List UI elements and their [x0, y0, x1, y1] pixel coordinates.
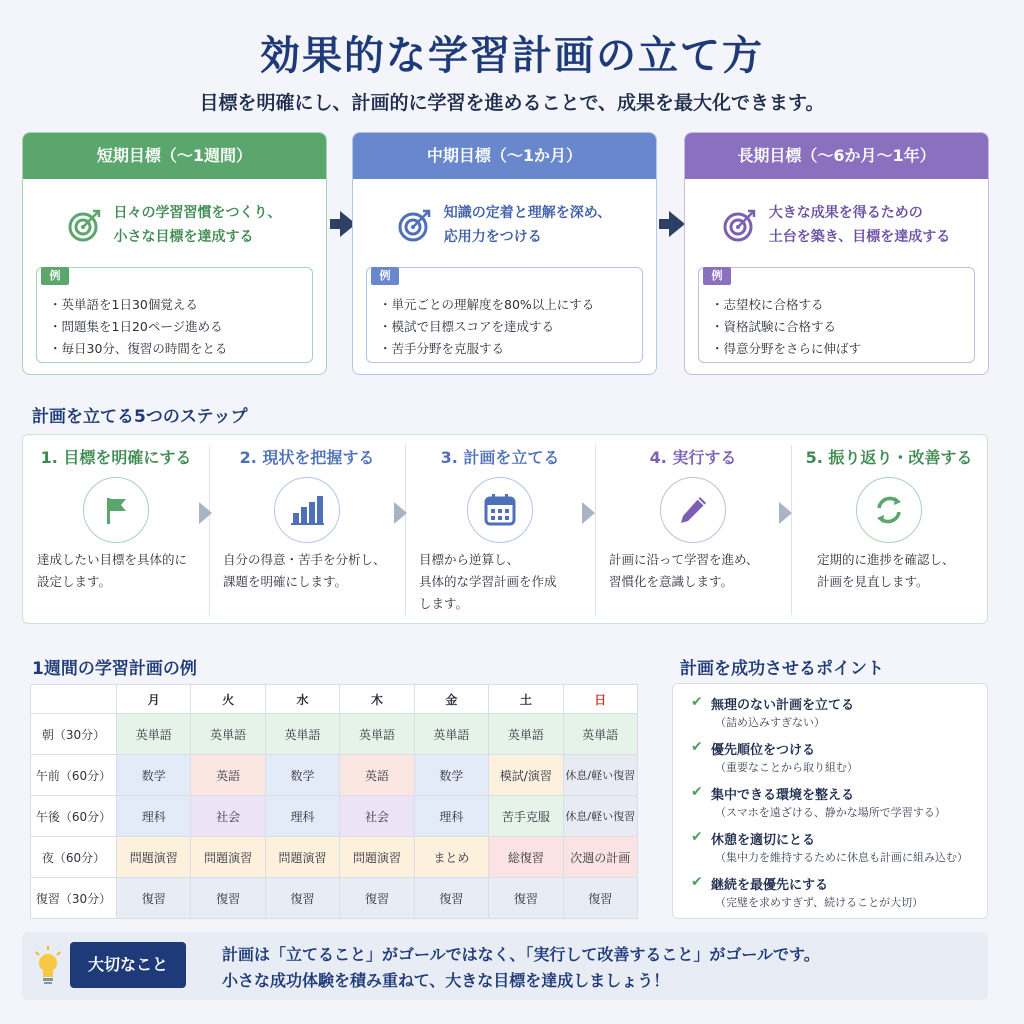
point-sub: （完璧を求めすぎず、続けることが大切）	[715, 896, 924, 909]
table-cell: 苦手克服	[489, 796, 563, 837]
example-item: ・ 志望校に合格する	[711, 294, 861, 316]
flag-icon	[83, 477, 149, 543]
table-row	[31, 837, 638, 878]
step-title: 1. 目標を明確にする	[40, 448, 192, 467]
point-title: 無理のない計画を立てる	[711, 698, 855, 713]
key-point-badge: 大切なこと	[70, 942, 186, 988]
example-box	[36, 267, 313, 363]
goal-lead-line: 応用力をつける	[443, 229, 542, 245]
refresh-icon	[856, 477, 922, 543]
table-cell: 復習	[117, 878, 191, 919]
table-cell: 復習	[340, 878, 414, 919]
step-desc-line: 定期的に進捗を確認し、	[817, 552, 955, 567]
goal-card-short	[22, 132, 327, 375]
step-desc-line: 自分の得意・苦手を分析し、	[223, 552, 386, 567]
goal-card-long	[684, 132, 989, 375]
table-row	[31, 755, 638, 796]
key-point-line: 小さな成功体験を積み重ねて、大きな目標を達成しましょう！	[222, 971, 670, 990]
bar-chart-icon	[274, 477, 340, 543]
day-header: 土	[489, 685, 563, 714]
step-arrow-icon	[779, 502, 792, 524]
day-header: 水	[265, 685, 339, 714]
step-desc-line: 習慣化を意識します。	[609, 574, 734, 589]
step-3	[405, 435, 595, 625]
table-cell: 問題演習	[265, 837, 339, 878]
step-desc-line: 課題を明確にします。	[223, 574, 348, 589]
goal-lead-line: 小さな目標を達成する	[113, 229, 254, 245]
table-cell: 英語	[340, 755, 414, 796]
point-sub: （スマホを遠ざける、静かな場所で学習する）	[715, 806, 946, 819]
key-point-banner	[22, 932, 988, 1000]
table-corner	[31, 685, 117, 714]
table-cell: 総復習	[489, 837, 563, 878]
goal-lead-line: 大きな成果を得るための	[768, 205, 923, 221]
table-cell: 英単語	[414, 714, 488, 755]
table-cell: 休息/軽い復習	[563, 755, 637, 796]
page-subtitle: 目標を明確にし、計画的に学習を進めることで、成果を最大化できます。	[199, 92, 825, 114]
table-cell: 問題演習	[117, 837, 191, 878]
check-icon: ✔	[691, 874, 703, 890]
example-item: ・ 模試で目標スコアを達成する	[379, 316, 594, 338]
table-cell: 復習	[265, 878, 339, 919]
table-cell: 英単語	[191, 714, 265, 755]
step-5	[791, 435, 987, 625]
target-icon	[398, 208, 432, 242]
table-cell: 数学	[117, 755, 191, 796]
table-cell: 英単語	[563, 714, 637, 755]
table-row	[31, 714, 638, 755]
step-arrow-icon	[582, 502, 595, 524]
step-desc-line: 計画を見直します。	[817, 574, 929, 589]
step-desc-line: 達成したい目標を具体的に	[37, 552, 188, 567]
step-desc-line: 設定します。	[37, 574, 112, 589]
check-icon: ✔	[691, 694, 703, 710]
point-sub: （重要なことから取り組む）	[715, 761, 858, 774]
step-arrow-icon	[199, 502, 212, 524]
day-header: 月	[117, 685, 191, 714]
table-cell: まとめ	[414, 837, 488, 878]
example-item: ・ 英単語を1日30個覚える	[49, 294, 227, 316]
target-icon	[723, 208, 757, 242]
example-tag: 例	[41, 267, 69, 285]
point-title: 優先順位をつける	[711, 743, 816, 758]
day-header: 金	[414, 685, 488, 714]
step-1	[23, 435, 209, 625]
table-cell: 英語	[191, 755, 265, 796]
steps-panel	[22, 434, 988, 624]
page-title: 効果的な学習計画の立て方	[260, 33, 764, 79]
table-cell: 社会	[191, 796, 265, 837]
table-cell: 復習	[563, 878, 637, 919]
goal-card-title: 長期目標（〜6か月〜1年）	[685, 133, 988, 179]
points-panel	[672, 683, 988, 919]
table-cell: 次週の計画	[563, 837, 637, 878]
arrow-right-icon	[669, 211, 685, 237]
check-icon: ✔	[691, 739, 703, 755]
table-cell: 英単語	[489, 714, 563, 755]
point-title: 継続を最優先にする	[711, 878, 829, 893]
table-cell: 模試/演習	[489, 755, 563, 796]
table-cell: 社会	[340, 796, 414, 837]
goal-lead-line: 土台を築き、目標を達成する	[768, 229, 951, 245]
example-item: ・ 毎日30分、復習の時間をとる	[49, 338, 227, 360]
target-icon	[68, 208, 102, 242]
example-box	[366, 267, 643, 363]
example-item: ・ 苦手分野を克服する	[379, 338, 594, 360]
weekly-schedule-table	[30, 684, 638, 919]
example-box	[698, 267, 975, 363]
table-cell: 理科	[265, 796, 339, 837]
table-cell: 数学	[414, 755, 488, 796]
day-header: 木	[340, 685, 414, 714]
lightbulb-icon	[34, 946, 62, 986]
calendar-icon	[467, 477, 533, 543]
table-cell: 問題演習	[340, 837, 414, 878]
table-header-row	[31, 685, 638, 714]
table-cell: 復習	[414, 878, 488, 919]
example-item: ・ 問題集を1日20ページ進める	[49, 316, 227, 338]
step-desc-line: 具体的な学習計画を作成	[419, 574, 557, 589]
table-row	[31, 796, 638, 837]
step-title: 4. 実行する	[649, 448, 737, 467]
table-row	[31, 878, 638, 919]
step-desc-line: します。	[419, 596, 469, 611]
point-title: 集中できる環境を整える	[711, 788, 855, 803]
table-cell: 数学	[265, 755, 339, 796]
step-desc-line: 計画に沿って学習を進め、	[609, 552, 759, 567]
step-title: 3. 計画を立てる	[440, 448, 560, 467]
check-icon: ✔	[691, 784, 703, 800]
goal-card-title: 短期目標（〜1週間）	[23, 133, 326, 179]
points-section-title: 計画を成功させるポイント	[680, 659, 884, 679]
table-cell: 復習	[191, 878, 265, 919]
steps-section-title: 計画を立てる5つのステップ	[32, 407, 248, 427]
point-sub: （集中力を維持するために休息も計画に組み込む）	[715, 851, 968, 864]
table-cell: 英単語	[265, 714, 339, 755]
row-label: 夜（60分）	[31, 837, 117, 878]
goal-card-mid	[352, 132, 657, 375]
step-title: 2. 現状を把握する	[239, 448, 375, 467]
row-label: 午前（60分）	[31, 755, 117, 796]
table-cell: 休息/軽い復習	[563, 796, 637, 837]
step-title: 5. 振り返り・改善する	[805, 448, 973, 467]
goal-lead-line: 知識の定着と理解を深め、	[443, 205, 612, 221]
example-item: ・ 単元ごとの理解度を80%以上にする	[379, 294, 594, 316]
table-cell: 問題演習	[191, 837, 265, 878]
check-icon: ✔	[691, 829, 703, 845]
day-header: 日	[563, 685, 637, 714]
example-item: ・ 資格試験に合格する	[711, 316, 861, 338]
pencil-icon	[660, 477, 726, 543]
example-tag: 例	[703, 267, 731, 285]
example-item: ・ 得意分野をさらに伸ばす	[711, 338, 861, 360]
row-label: 午後（60分）	[31, 796, 117, 837]
table-cell: 英単語	[340, 714, 414, 755]
goal-lead-line: 日々の学習習慣をつくり、	[113, 205, 282, 221]
table-cell: 英単語	[117, 714, 191, 755]
example-tag: 例	[371, 267, 399, 285]
step-arrow-icon	[394, 502, 407, 524]
row-label: 復習（30分）	[31, 878, 117, 919]
step-4	[595, 435, 791, 625]
table-cell: 復習	[489, 878, 563, 919]
key-point-line: 計画は「立てること」がゴールではなく、「実行して改善すること」がゴールです。	[222, 945, 820, 964]
goal-card-title: 中期目標（〜1か月）	[353, 133, 656, 179]
point-sub: （詰め込みすぎない）	[715, 716, 825, 729]
row-label: 朝（30分）	[31, 714, 117, 755]
table-cell: 理科	[117, 796, 191, 837]
step-2	[209, 435, 405, 625]
table-cell: 理科	[414, 796, 488, 837]
step-desc-line: 目標から逆算し、	[419, 552, 520, 567]
point-title: 休憩を適切にとる	[711, 833, 816, 848]
day-header: 火	[191, 685, 265, 714]
schedule-section-title: 1週間の学習計画の例	[32, 659, 197, 679]
